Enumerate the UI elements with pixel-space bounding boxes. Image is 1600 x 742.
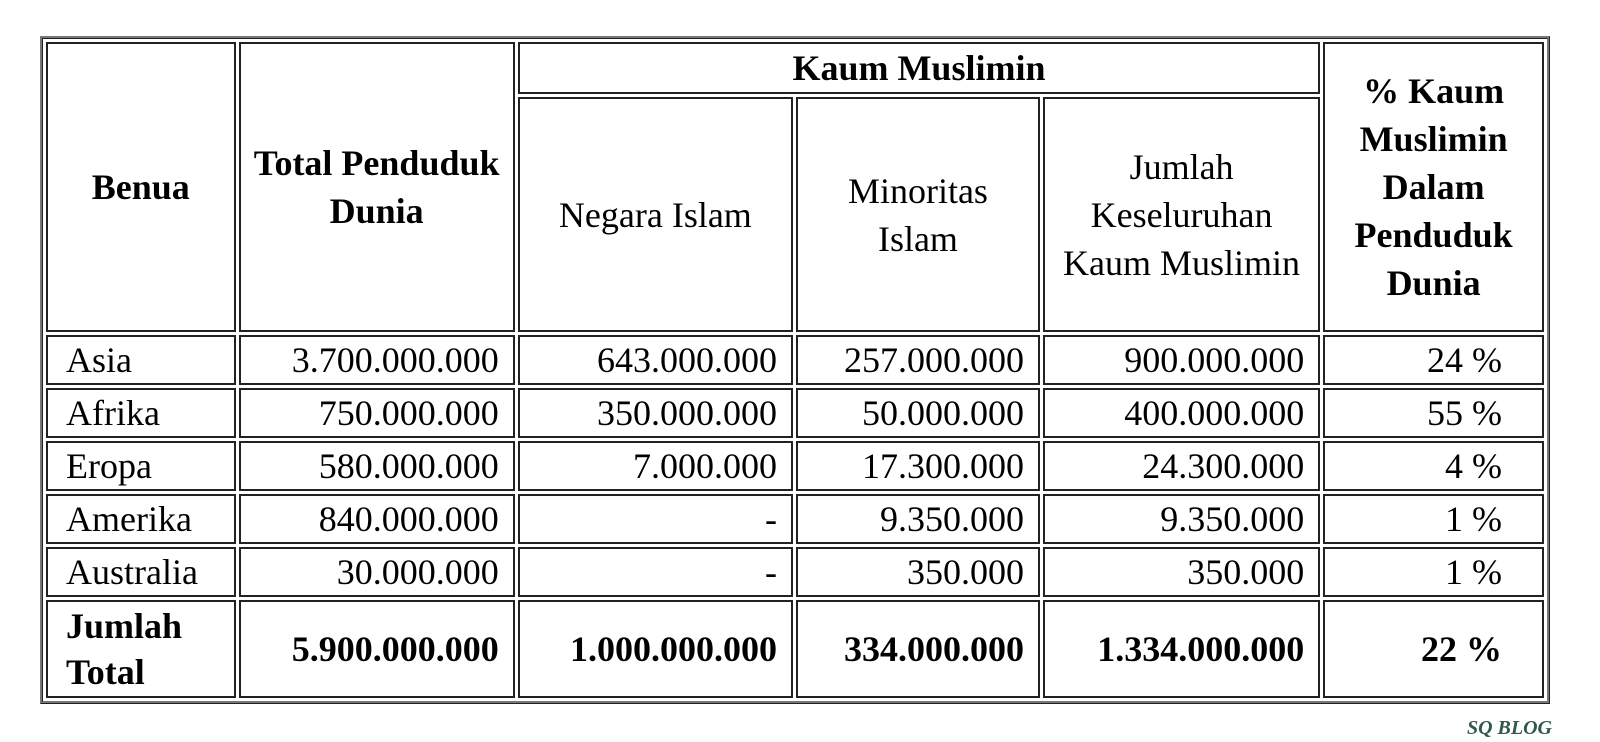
cell-persen: 1 % — [1323, 494, 1544, 544]
cell-benua: Asia — [46, 335, 236, 385]
cell-benua: Afrika — [46, 388, 236, 438]
header-negara-islam: Negara Islam — [518, 97, 793, 332]
total-row — [46, 600, 1544, 698]
muslim-population-table — [40, 36, 1550, 704]
cell-negara-islam: 350.000.000 — [518, 388, 793, 438]
header-kaum-muslimin: Kaum Muslimin — [518, 42, 1320, 94]
table-row — [46, 388, 1544, 438]
header-minoritas-islam: Minoritas Islam — [796, 97, 1040, 332]
cell-benua: Australia — [46, 547, 236, 597]
cell-persen: 4 % — [1323, 441, 1544, 491]
table-row — [46, 494, 1544, 544]
cell-negara-islam: - — [518, 547, 793, 597]
cell-jumlah: 400.000.000 — [1043, 388, 1320, 438]
cell-total: 580.000.000 — [239, 441, 515, 491]
watermark: SQ BLOG — [1466, 717, 1552, 739]
table-row — [46, 441, 1544, 491]
cell-total: 840.000.000 — [239, 494, 515, 544]
header-jumlah-keseluruhan: Jumlah Keseluruhan Kaum Muslimin — [1043, 97, 1320, 332]
header-benua: Benua — [46, 42, 236, 332]
table-row — [46, 547, 1544, 597]
cell-minoritas-islam: 50.000.000 — [796, 388, 1040, 438]
cell-total: 750.000.000 — [239, 388, 515, 438]
cell-total: 30.000.000 — [239, 547, 515, 597]
cell-persen: 55 % — [1323, 388, 1544, 438]
cell-negara-islam: 7.000.000 — [518, 441, 793, 491]
cell-jumlah-total: 1.334.000.000 — [1043, 600, 1320, 698]
cell-jumlah: 24.300.000 — [1043, 441, 1320, 491]
cell-benua: Eropa — [46, 441, 236, 491]
cell-persen-total: 22 % — [1323, 600, 1544, 698]
table-row — [46, 335, 1544, 385]
cell-jumlah: 900.000.000 — [1043, 335, 1320, 385]
header-total-penduduk: Total Penduduk Dunia — [239, 42, 515, 332]
cell-benua: Amerika — [46, 494, 236, 544]
cell-benua-total: Jumlah Total — [46, 600, 236, 698]
cell-negara-islam: 643.000.000 — [518, 335, 793, 385]
cell-persen: 24 % — [1323, 335, 1544, 385]
cell-negara-islam: - — [518, 494, 793, 544]
cell-jumlah: 9.350.000 — [1043, 494, 1320, 544]
cell-total-total: 5.900.000.000 — [239, 600, 515, 698]
cell-jumlah: 350.000 — [1043, 547, 1320, 597]
header-persen: % Kaum Muslimin Dalam Penduduk Dunia — [1323, 42, 1544, 332]
cell-total: 3.700.000.000 — [239, 335, 515, 385]
cell-negara-islam-total: 1.000.000.000 — [518, 600, 793, 698]
cell-persen: 1 % — [1323, 547, 1544, 597]
cell-minoritas-islam: 17.300.000 — [796, 441, 1040, 491]
cell-minoritas-islam: 9.350.000 — [796, 494, 1040, 544]
cell-minoritas-islam-total: 334.000.000 — [796, 600, 1040, 698]
cell-minoritas-islam: 350.000 — [796, 547, 1040, 597]
cell-minoritas-islam: 257.000.000 — [796, 335, 1040, 385]
